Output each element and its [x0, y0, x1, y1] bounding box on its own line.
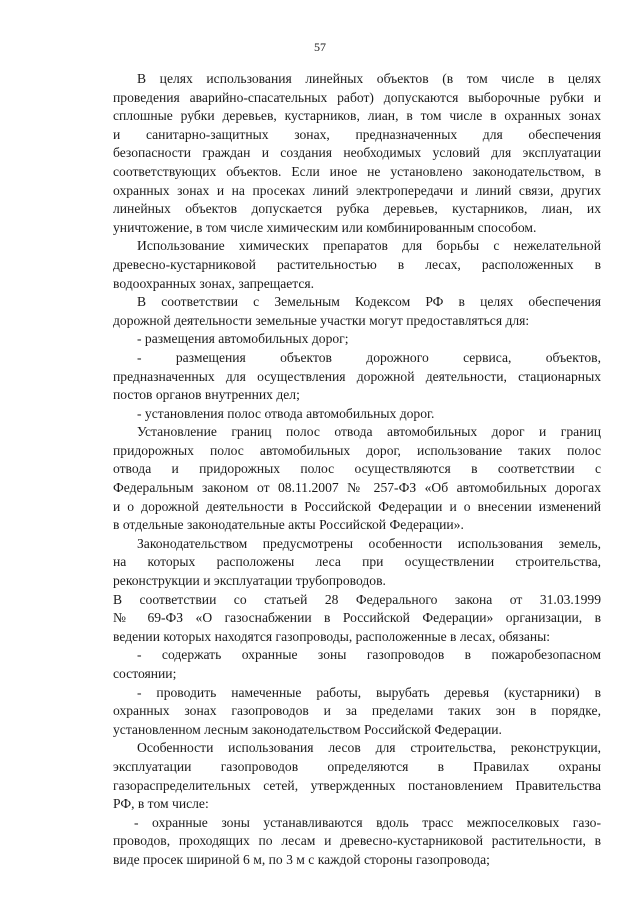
text-line: безопасности граждан и создания необходимых условий для эксплуатации: [113, 145, 601, 161]
document-body: [113, 70, 601, 870]
text-line: Особенности использования лесов для строительства, реконструкции,: [137, 740, 601, 756]
text-line: Установление границ полос отвода автомобильных дорог и границ: [137, 424, 601, 440]
page-number: 57: [314, 40, 326, 54]
text-line: Федеральным законом от 08.11.2007 № 257-ФЗ «Об автомобильных дорогах: [113, 480, 601, 496]
text-line: в отдельные законодательные акты Российской Федерации».: [113, 517, 464, 533]
text-line: предназначенных для осуществления дорожной деятельности, стационарных: [113, 368, 601, 384]
text-line: В целях использования линейных объектов (в том числе в целях: [137, 71, 601, 86]
text-line: охранных зонах и на просеках линий электропередачи и линий связи, других: [113, 182, 601, 198]
text-line: дорожной деятельности земельные участки могут предоставляться для:: [113, 312, 530, 328]
text-line: эксплуатации газопроводов определяются в Правилах охраны: [113, 758, 601, 774]
text-line: и о дорожной деятельности в Российской Федерации и о внесении изменений: [113, 498, 601, 514]
text-line: ведении которых находятся газопроводы, расположенные в лесах, обязаны:: [113, 628, 551, 644]
text-line: водоохранных зонах, запрещается.: [113, 275, 315, 291]
text-line: на которых расположены леса при осуществлении строительства,: [113, 554, 601, 570]
text-line: - установления полос отвода автомобильных дорог.: [137, 405, 435, 421]
text-line: Законодательством предусмотрены особенности использования земель,: [137, 535, 601, 551]
text-line: - размещения автомобильных дорог;: [137, 331, 349, 347]
text-line: - размещения объектов дорожного сервиса, объектов,: [137, 349, 601, 365]
text-line: охранных зонах газопроводов и за пределами таких зон в порядке,: [113, 703, 601, 719]
text-line: проводов, проходящих по лесам и древесно-кустарниковой растительности, в: [113, 833, 601, 849]
text-line: Использование химических препаратов для борьбы с нежелательной: [137, 238, 601, 254]
text-line: В соответствии со статьей 28 Федерального закона от 31.03.1999: [113, 591, 601, 607]
text-line: отвода и придорожных полос осуществляются в соответствии с: [113, 461, 601, 477]
text-line: древесно-кустарниковой растительностью в лесах, расположенных в: [113, 256, 601, 272]
text-line: - содержать охранные зоны газопроводов в пожаробезопасном: [137, 647, 601, 663]
text-line: соответствующих объектов. Если иное не установлено законодательством, в: [113, 163, 601, 179]
text-line: РФ, в том числе:: [113, 796, 209, 812]
text-line: виде просек шириной 6 м, по 3 м с каждой стороны газопровода;: [113, 851, 490, 867]
text-line: № 69-ФЗ «О газоснабжении в Российской Федерации» организации, в: [113, 610, 601, 626]
text-line: газораспределительных сетей, утвержденных постановлением Правительства: [113, 777, 601, 793]
text-line: уничтожение, в том числе химическим или комбинированным способом.: [113, 219, 537, 235]
text-line: проведения аварийно-спасательных работ) допускаются выборочные рубки и: [113, 89, 601, 105]
text-line: сплошные рубки деревьев, кустарников, лиан, в том числе в охранных зонах: [113, 108, 601, 124]
text-line: установленном лесным законодательством Российской Федерации.: [113, 721, 502, 737]
text-line: придорожных полос автомобильных дорог, использование таких полос: [113, 442, 601, 458]
text-line: состоянии;: [113, 666, 177, 681]
text-line: и санитарно-защитных зонах, предназначенных для обеспечения: [113, 126, 601, 142]
text-line: В соответствии с Земельным Кодексом РФ в целях обеспечения: [137, 294, 601, 310]
text-line: реконструкции и эксплуатации трубопроводов.: [113, 573, 386, 589]
text-line: - проводить намеченные работы, вырубать деревья (кустарники) в: [137, 684, 601, 700]
text-line: постов органов внутренних дел;: [113, 387, 300, 403]
text-line: линейных объектов допускается рубка деревьев, кустарников, лиан, их: [113, 201, 601, 217]
text-line: - охранные зоны устанавливаются вдоль трасс межпоселковых газо-: [134, 814, 601, 830]
